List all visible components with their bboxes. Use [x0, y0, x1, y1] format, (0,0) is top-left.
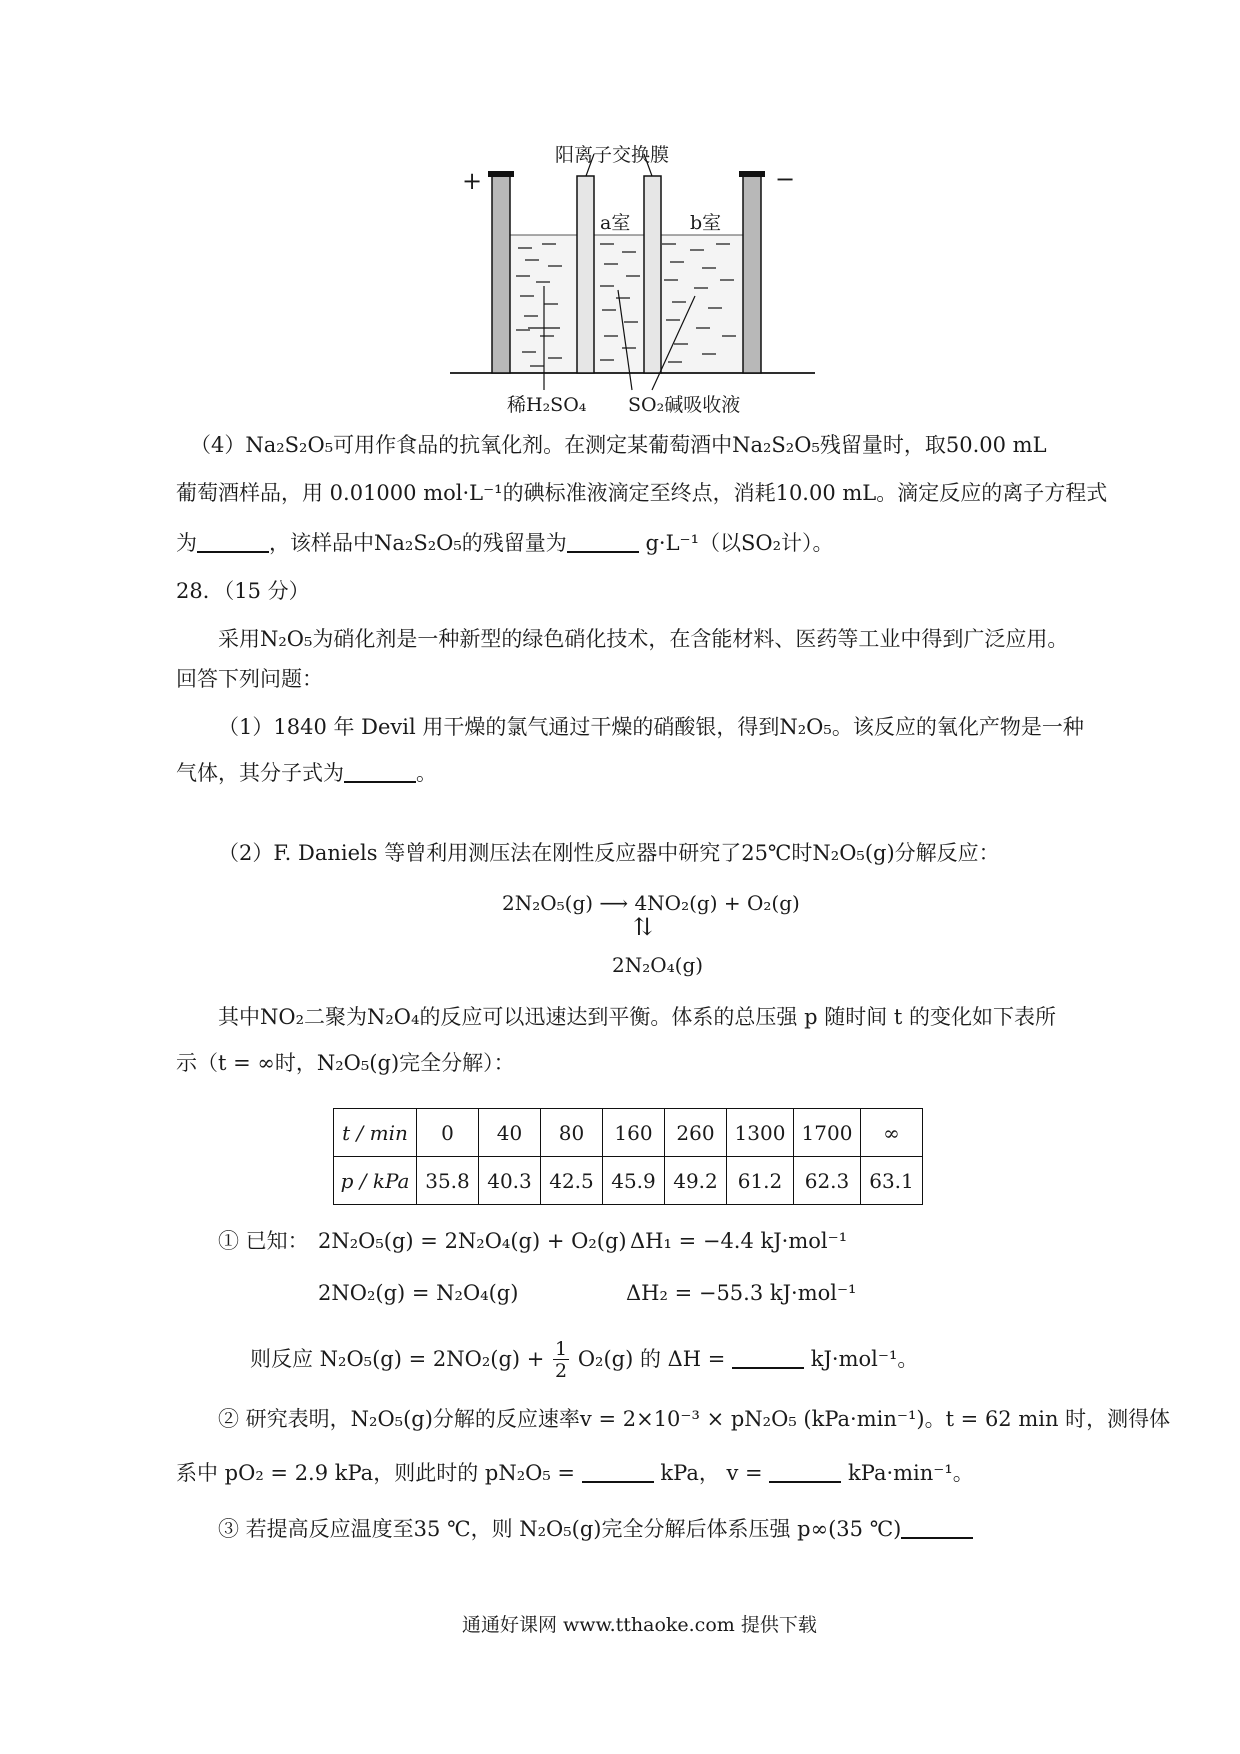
table-cell: 49.2 — [665, 1157, 727, 1205]
table-cell: 1300 — [727, 1109, 794, 1157]
table-cell: 80 — [541, 1109, 603, 1157]
q28-p2-line: （2）F. Daniels 等曾利用测压法在刚性反应器中研究了25℃时N₂O₅(g)分解反应： — [218, 841, 1000, 865]
q28-intro-1: 采用N₂O₅为硝化剂是一种新型的绿色硝化技术，在含能材料、医药等工业中得到广泛应用。 — [218, 627, 1069, 651]
plus-sign: + — [462, 167, 483, 195]
answer-blank-equation[interactable] — [197, 529, 269, 553]
s3-text: ③ 若提高反应温度至35 ℃，则 N₂O₅(g)完全分解后体系压强 p∞(35 ℃) — [218, 1517, 902, 1541]
table-cell: 61.2 — [727, 1157, 794, 1205]
s3-line — [218, 1514, 973, 1544]
table-header-time: t / min — [334, 1109, 417, 1157]
answer-blank-rate[interactable] — [769, 1459, 841, 1483]
s1-question — [250, 1334, 918, 1384]
table-row-time — [334, 1109, 923, 1157]
equilibrium-arrow-icon: ⇅ — [633, 913, 654, 941]
one-half-fraction — [553, 1340, 569, 1381]
q28-p1-text-b: 。 — [416, 761, 437, 785]
q28-p1-text-a: 气体，其分子式为 — [176, 761, 344, 785]
q28-p1-line1: （1）1840 年 Devil 用干燥的氯气通过干燥的硝酸银，得到N₂O₅。该反应的氧化产物是一种 — [218, 715, 1084, 739]
reaction-equation-main: 2N₂O₅(g) ⟶ 4NO₂(g) + O₂(g) — [502, 891, 800, 915]
s1-known-label: ① 已知： — [218, 1229, 309, 1253]
membrane-label: 阳离子交换膜 — [555, 144, 670, 166]
right-solution-label: SO₂碱吸收液 — [628, 394, 741, 416]
table-header-pressure: p / kPa — [334, 1157, 417, 1205]
footer-text: 通通好课网 www.tthaoke.com 提供下载 — [462, 1614, 817, 1636]
answer-blank-formula[interactable] — [344, 759, 416, 783]
s1-equation-1: 2N₂O₅(g) = 2N₂O₄(g) + O₂(g) — [318, 1229, 627, 1253]
minus-sign: − — [775, 165, 796, 193]
s2-line2 — [176, 1458, 974, 1488]
table-row-pressure — [334, 1157, 923, 1205]
s1-dh1: ΔH₁ = −4.4 kJ·mol⁻¹ — [630, 1229, 848, 1253]
table-cell: 1700 — [794, 1109, 861, 1157]
answer-blank-pressure[interactable] — [582, 1459, 654, 1483]
s1-equation-2: 2NO₂(g) = N₂O₄(g) — [318, 1281, 519, 1305]
answer-blank-compare[interactable] — [901, 1515, 973, 1539]
s1-dh2: ΔH₂ = −55.3 kJ·mol⁻¹ — [626, 1281, 857, 1305]
table-cell: 45.9 — [603, 1157, 665, 1205]
table-cell: 40 — [479, 1109, 541, 1157]
chamber-b-label: b室 — [690, 212, 722, 234]
q27-4-line1: （4）Na₂S₂O₅可用作食品的抗氧化剂。在测定某葡萄酒中Na₂S₂O₅残留量时，取50.00 mL — [190, 433, 1047, 457]
table-cell: 42.5 — [541, 1157, 603, 1205]
q27-4-text-b: ，该样品中Na₂S₂O₅的残留量为 — [269, 531, 567, 555]
s2-text-c: kPa·min⁻¹。 — [848, 1461, 974, 1485]
s2-text-b: kPa， v = — [660, 1461, 763, 1485]
table-cell: 63.1 — [861, 1157, 923, 1205]
q27-4-line3 — [176, 528, 834, 558]
answer-blank-residue[interactable] — [567, 529, 639, 553]
table-cell: 62.3 — [794, 1157, 861, 1205]
chamber-a-label: a室 — [600, 212, 631, 234]
table-cell: 160 — [603, 1109, 665, 1157]
q28-intro-2: 回答下列问题： — [176, 667, 323, 691]
q28-p1-line2 — [176, 758, 437, 788]
table-cell: 35.8 — [417, 1157, 479, 1205]
q27-4-text-c: g·L⁻¹（以SO₂计）。 — [645, 531, 834, 555]
table-cell: 40.3 — [479, 1157, 541, 1205]
fraction-denominator: 2 — [555, 1360, 568, 1382]
s1-ask-a: 则反应 N₂O₅(g) = 2NO₂(g) + — [250, 1347, 545, 1371]
q28-p2-text1: 其中NO₂二聚为N₂O₄的反应可以迅速达到平衡。体系的总压强 p 随时间 t 的变化如下表所 — [218, 1005, 1057, 1029]
q28-heading: 28．（15 分） — [176, 579, 310, 603]
table-cell: ∞ — [861, 1109, 923, 1157]
table-cell: 260 — [665, 1109, 727, 1157]
reaction-equation-sub: 2N₂O₄(g) — [612, 953, 704, 977]
q28-p2-text2: 示（t = ∞时，N₂O₅(g)完全分解）： — [176, 1051, 515, 1075]
s2-line1: ② 研究表明，N₂O₅(g)分解的反应速率v = 2×10⁻³ × pN₂O₅ (kPa·min⁻¹)。t = 62 min 时，测得体 — [218, 1407, 1171, 1431]
left-solution-label: 稀H₂SO₄ — [507, 394, 587, 416]
table-cell: 0 — [417, 1109, 479, 1157]
answer-blank-delta-h[interactable] — [732, 1345, 804, 1369]
s2-text-a: 系中 pO₂ = 2.9 kPa，则此时的 pN₂O₅ = — [176, 1461, 576, 1485]
s1-ask-c: kJ·mol⁻¹。 — [810, 1347, 919, 1371]
fraction-numerator: 1 — [555, 1338, 568, 1360]
electrolysis-cell-diagram — [440, 140, 830, 420]
q27-4-text-a: 为 — [176, 531, 197, 555]
q27-4-line2: 葡萄酒样品，用 0.01000 mol·L⁻¹的碘标准液滴定至终点，消耗10.00 mL。滴定反应的离子方程式 — [176, 481, 1108, 505]
pressure-time-table — [333, 1108, 923, 1205]
s1-ask-b: O₂(g) 的 ΔH = — [577, 1347, 726, 1371]
